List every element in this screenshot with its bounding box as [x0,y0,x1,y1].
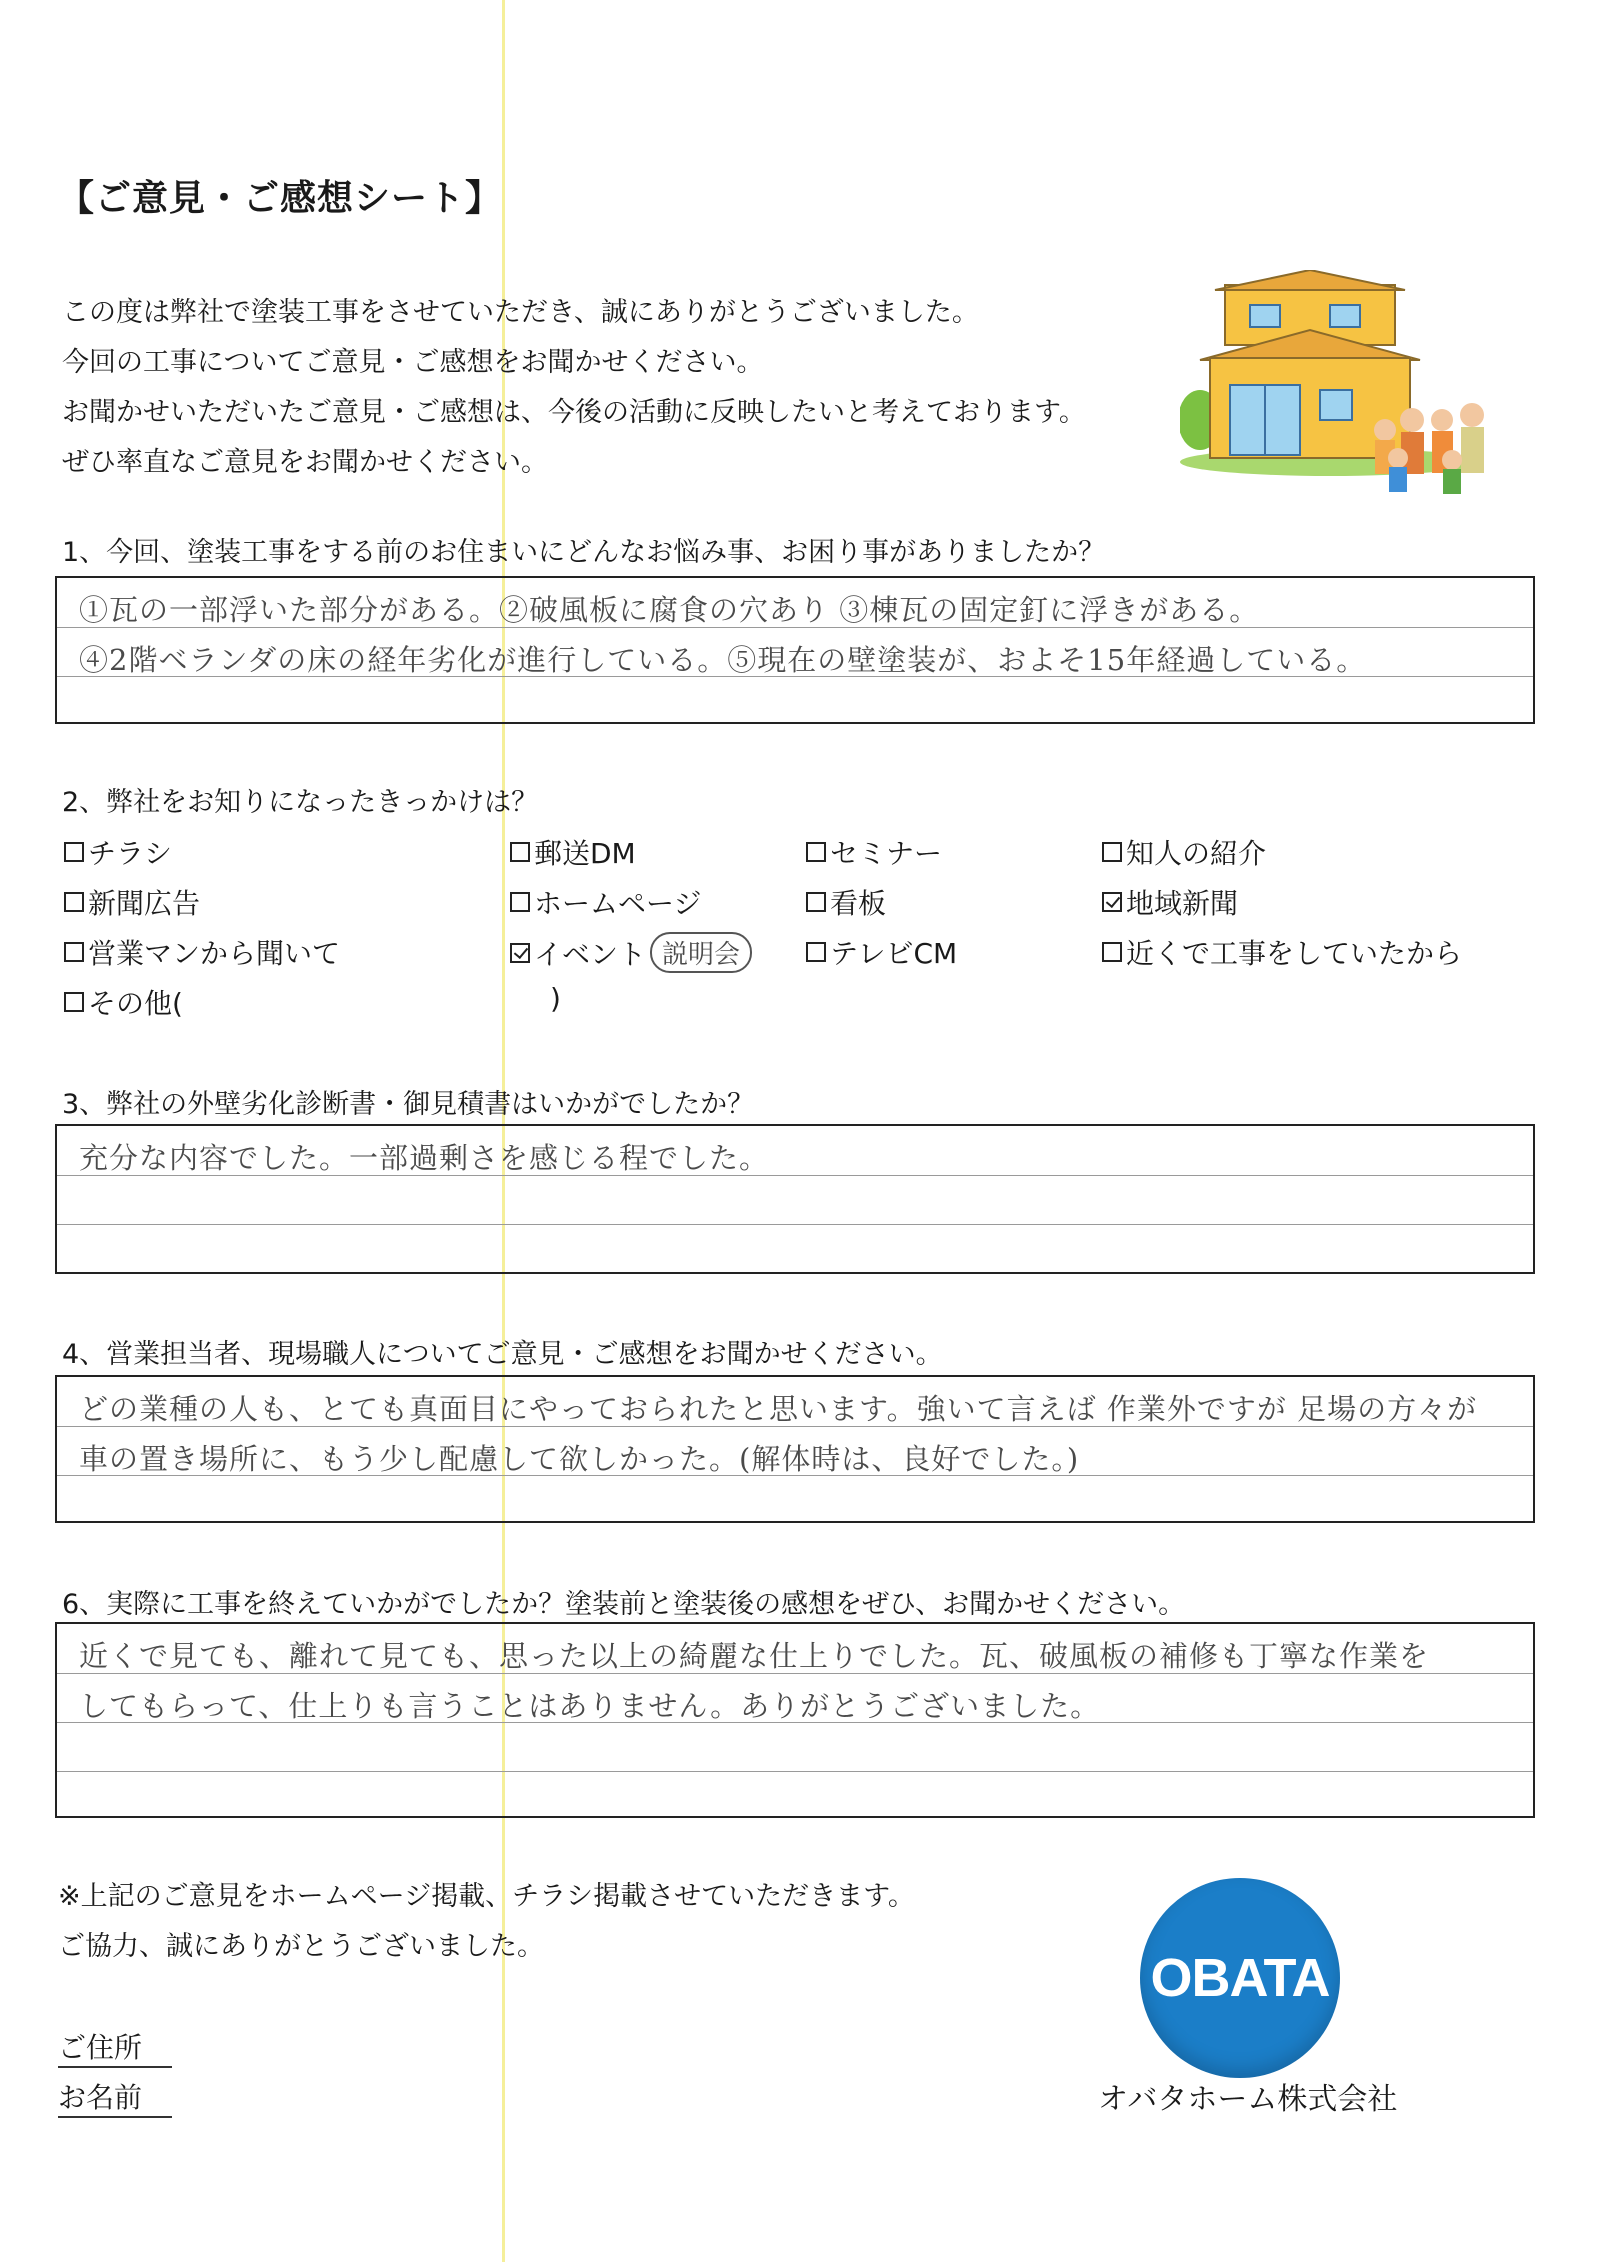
intro-line: ぜひ率直なご意見をお聞かせください。 [62,447,548,478]
option-local-newspaper[interactable] [1102,882,1238,922]
option-label: 知人の紹介 [1126,837,1267,870]
question-2: 2、弊社をお知りになったきっかけは？ [62,787,539,818]
checkbox-checked[interactable] [1102,892,1122,912]
handwritten-note: 説明会 [650,932,752,973]
handwritten-answer-line: ④2階ベランダの床の経年劣化が進行している。⑤現在の壁塗装が、およそ15年経過している。 [79,643,1367,677]
answer-box-3 [55,1124,1535,1274]
checkbox[interactable] [510,892,530,912]
question-6: 6、実際に工事を終えていかがでしたか？塗装前と塗装後の感想をぜひ、お聞かせください。 [62,1589,1186,1620]
logo-text: OBATA [1150,1948,1330,2008]
checkbox[interactable] [510,842,530,862]
footer-line: ご協力、誠にありがとうございました。 [58,1931,544,1962]
handwritten-answer-line: してもらって、仕上りも言うことはありません。ありがとうございました。 [79,1689,1101,1723]
company-name: オバタホーム株式会社 [1098,2082,1398,2117]
handwritten-answer-line: ①瓦の一部浮いた部分がある。②破風板に腐食の穴あり ③棟瓦の固定釘に浮きがある。 [79,593,1260,627]
intro-line: この度は弊社で塗装工事をさせていただき、誠にありがとうございました。 [62,297,979,328]
option-nearby-work[interactable] [1102,932,1462,972]
intro-line: お聞かせいただいたご意見・ご感想は、今後の活動に反映したいと考えております。 [62,397,1086,428]
option-other[interactable] [64,982,183,1022]
question-1: 1、今回、塗装工事をする前のお住まいにどんなお悩み事、お困り事がありましたか？ [62,537,1106,568]
option-label: セミナー [830,837,943,870]
option-label: 郵送DM [534,837,636,870]
checkbox[interactable] [1102,942,1122,962]
option-other-close: ) [550,982,561,1015]
option-tv-cm[interactable] [806,932,957,972]
handwritten-answer-line: 近くで見ても、離れて見ても、思った以上の綺麗な仕上りでした。瓦、破風板の補修も丁寧な作業を [79,1639,1430,1673]
obata-logo [1140,1878,1340,2078]
checkbox[interactable] [806,842,826,862]
question-4: 4、営業担当者、現場職人についてご意見・ご感想をお聞かせください。 [62,1339,943,1370]
handwritten-answer-line: 車の置き場所に、もう少し配慮して欲しかった。(解体時は、良好でした。) [79,1442,1080,1476]
option-label: 看板 [830,887,887,920]
handwritten-answer-line: どの業種の人も、とても真面目にやっておられたと思います。強いて言えば 作業外ですが 足場の方々が [79,1392,1478,1426]
intro-line: 今回の工事についてご意見・ご感想をお聞かせください。 [62,347,764,378]
option-label: 地域新聞 [1126,887,1239,920]
name-field[interactable]: お名前 [58,2076,172,2118]
option-label: イベント [534,937,647,971]
option-referral[interactable] [1102,832,1266,872]
answer-box-4 [55,1375,1535,1523]
option-label: ホームページ [534,887,702,920]
option-label: その他( [88,987,183,1020]
answer-box-6 [55,1622,1535,1818]
option-signboard[interactable] [806,882,886,922]
checkbox-checked[interactable] [510,943,530,963]
footer-notice [58,1872,915,1972]
option-label: 近くで工事をしていたから [1126,937,1463,970]
option-label: 新聞広告 [88,887,201,920]
footer-line: ※上記のご意見をホームページ掲載、チラシ掲載させていただきます。 [58,1881,915,1912]
checkbox[interactable] [64,892,84,912]
option-label: 営業マンから聞いて [88,937,341,970]
option-label: チラシ [88,837,173,870]
option-seminar[interactable] [806,832,942,872]
checkbox[interactable] [806,892,826,912]
answer-box-1 [55,576,1535,724]
option-mail-dm[interactable] [510,832,636,872]
question-3: 3、弊社の外壁劣化診断書・御見積書はいかがでしたか？ [62,1089,755,1120]
handwritten-answer-line: 充分な内容でした。一部過剰さを感じる程でした。 [79,1141,770,1175]
option-salesperson[interactable] [64,932,340,972]
intro-text [62,288,1086,488]
option-event[interactable] [510,932,752,973]
checkbox[interactable] [1102,842,1122,862]
option-label: テレビCM [830,937,958,970]
ruled-line [57,1224,1533,1225]
ruled-line [57,1771,1533,1772]
sheet-title: 【ご意見・ご感想シート】 [58,178,503,219]
option-homepage[interactable] [510,882,701,922]
address-field[interactable]: ご住所 [58,2026,172,2068]
house-family-illustration [1180,270,1520,530]
checkbox[interactable] [64,992,84,1012]
option-flyer[interactable] [64,832,172,872]
checkbox[interactable] [806,942,826,962]
checkbox[interactable] [64,942,84,962]
option-newspaper-ad[interactable] [64,882,200,922]
checkbox[interactable] [64,842,84,862]
